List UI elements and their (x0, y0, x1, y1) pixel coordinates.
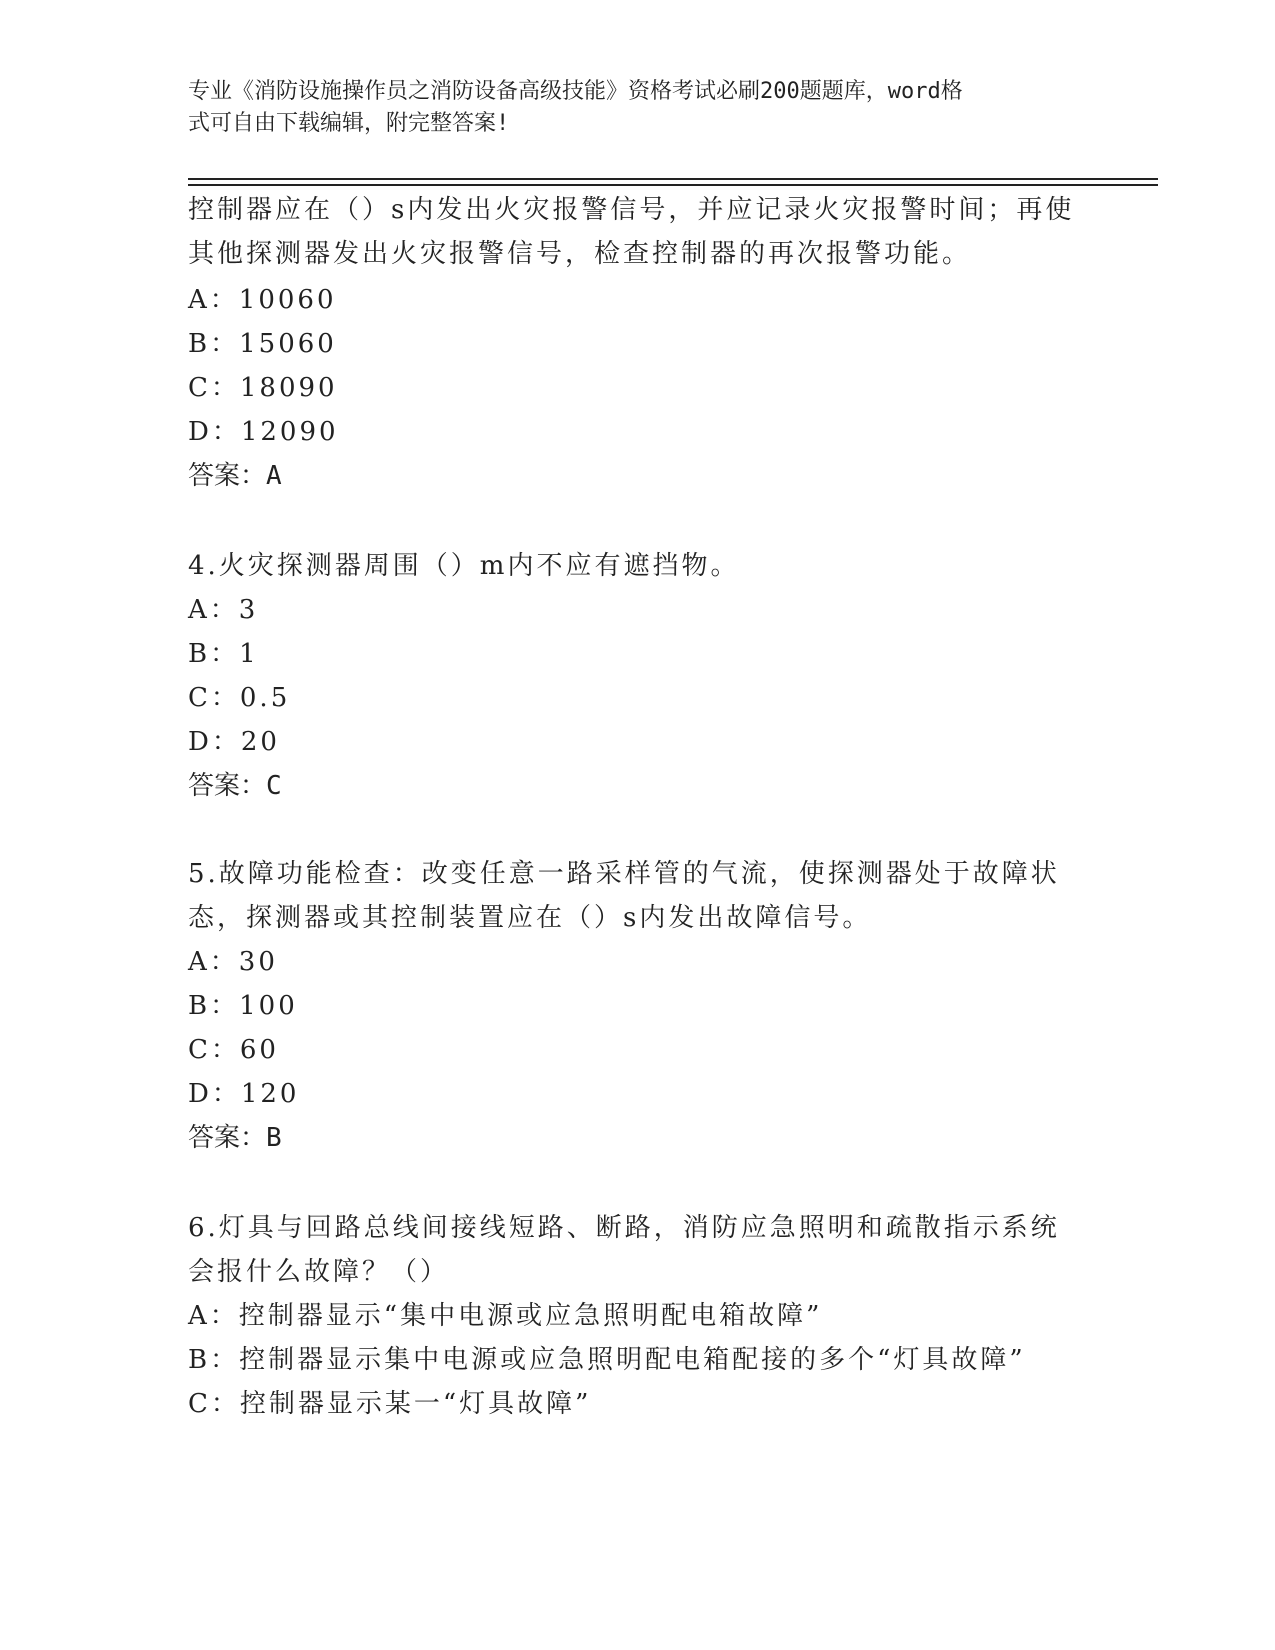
question-5-option-d: D：120 (188, 1079, 300, 1109)
question-3-option-c: C：18090 (188, 373, 338, 403)
question-3-option-d: D：12090 (188, 417, 339, 447)
question-6-stem-line-1: 6.灯具与回路总线间接线短路、断路，消防应急照明和疏散指示系统 (188, 1213, 1060, 1243)
header-line-1: 专业《消防设施操作员之消防设备高级技能》资格考试必刷200题题库，word格 (188, 79, 963, 104)
question-4-option-a: A：3 (188, 595, 259, 625)
question-4-option-b: B：1 (188, 639, 259, 669)
question-4-stem-line-1: 4.火灾探测器周围（）m内不应有遮挡物。 (188, 551, 740, 581)
question-3-option-b: B：15060 (188, 329, 337, 359)
question-6-stem-line-2: 会报什么故障？（） (188, 1257, 450, 1287)
question-6-option-b: B：控制器显示集中电源或应急照明配电箱配接的多个“灯具故障” (188, 1345, 1026, 1375)
question-5-option-c: C：60 (188, 1035, 279, 1065)
question-4-answer: 答案：C (188, 771, 282, 801)
question-6-option-c: C：控制器显示某一“灯具故障” (188, 1389, 592, 1419)
question-5-stem-line-1: 5.故障功能检查：改变任意一路采样管的气流，使探测器处于故障状 (188, 859, 1060, 889)
question-4-option-d: D：20 (188, 727, 280, 757)
question-4-option-c: C：0.5 (188, 683, 291, 713)
header-divider-top (188, 178, 1158, 180)
question-5-option-a: A：30 (188, 947, 278, 977)
question-3-stem-line-1: 控制器应在（）s内发出火灾报警信号，并应记录火灾报警时间；再使 (188, 195, 1075, 225)
header-divider-bottom (188, 184, 1158, 186)
document-header (188, 76, 1088, 140)
question-5-answer: 答案：B (188, 1123, 282, 1153)
question-3-option-a: A：10060 (188, 285, 337, 315)
question-5-option-b: B：100 (188, 991, 298, 1021)
question-6-option-a: A：控制器显示“集中电源或应急照明配电箱故障” (188, 1301, 823, 1331)
question-3-stem-line-2: 其他探测器发出火灾报警信号，检查控制器的再次报警功能。 (188, 239, 972, 269)
question-5-stem-line-2: 态，探测器或其控制装置应在（）s内发出故障信号。 (188, 903, 872, 933)
question-3-answer: 答案：A (188, 461, 282, 491)
header-line-2: 式可自由下载编辑，附完整答案! (188, 111, 510, 136)
